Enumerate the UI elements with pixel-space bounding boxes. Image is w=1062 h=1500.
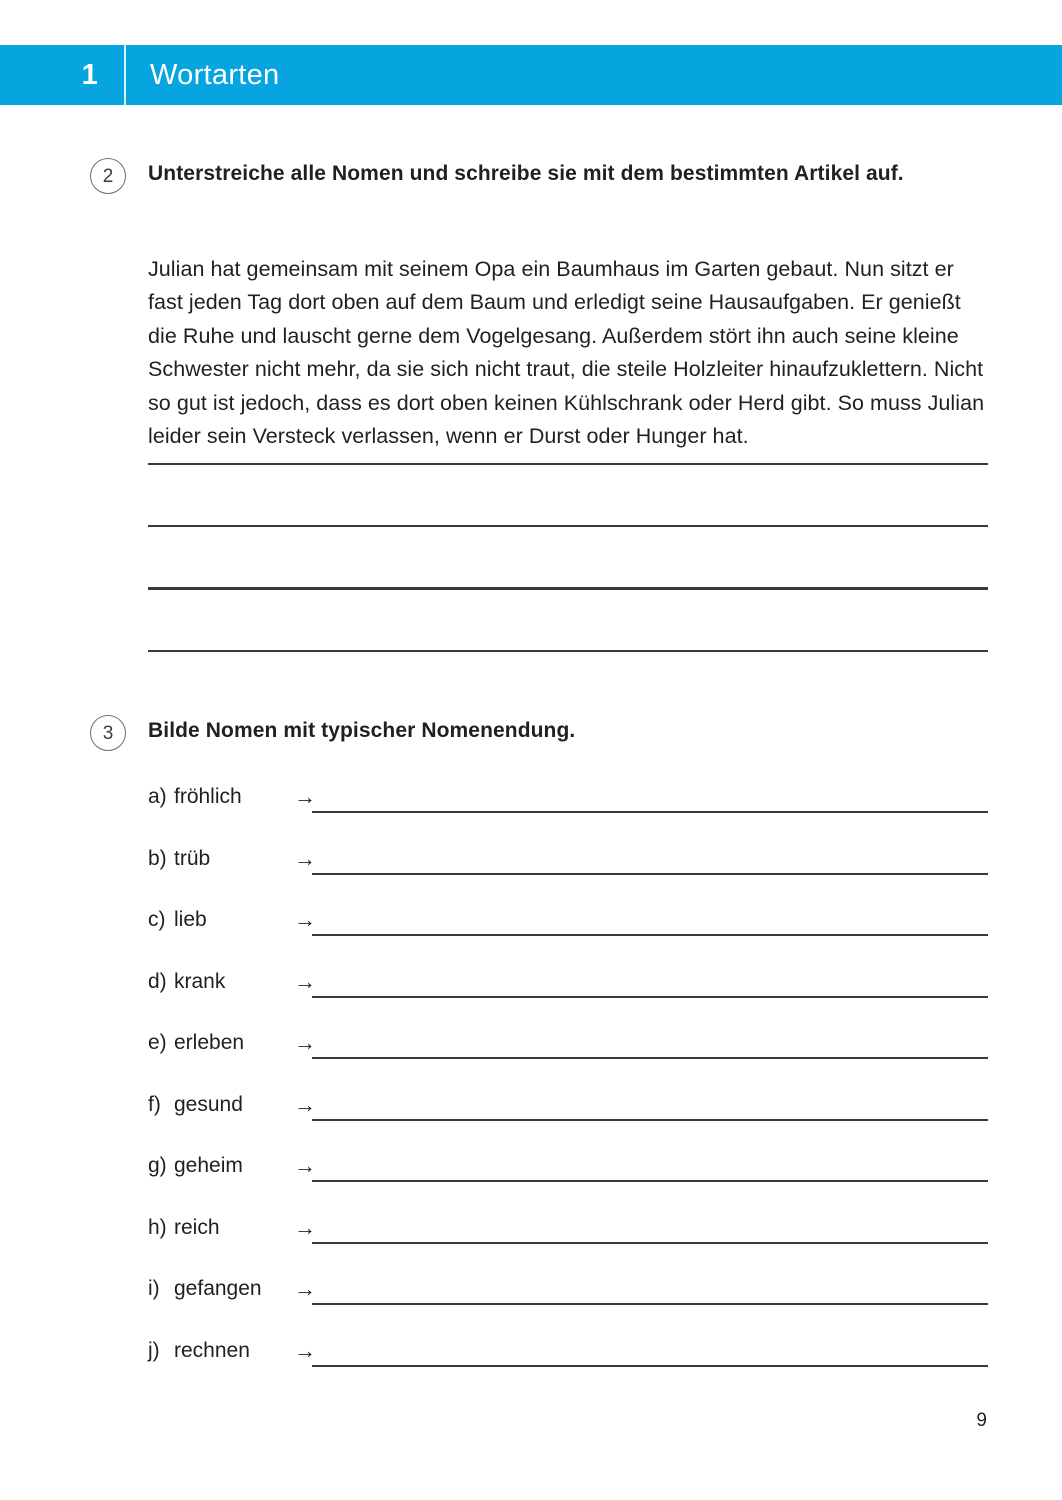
- chapter-header-bar: [0, 45, 1062, 105]
- list-item: [148, 846, 988, 908]
- item-word: trüb: [174, 846, 211, 870]
- list-item: [148, 907, 988, 969]
- chapter-number: 1: [81, 58, 98, 91]
- exercise-3-heading: [0, 712, 1062, 760]
- answer-line[interactable]: [312, 873, 988, 875]
- item-word: fröhlich: [174, 785, 242, 808]
- item-marker: e): [148, 1031, 167, 1054]
- arrow-right-icon: →: [294, 968, 316, 994]
- answer-line[interactable]: [312, 1242, 988, 1244]
- item-word: gefangen: [174, 1277, 262, 1300]
- item-word: rechnen: [174, 1338, 250, 1362]
- answer-line[interactable]: [312, 1180, 988, 1182]
- exercise-2-heading: [0, 155, 1062, 203]
- answer-line[interactable]: [312, 934, 988, 936]
- item-marker: f): [148, 1092, 161, 1116]
- exercise-2: [0, 155, 1062, 448]
- arrow-right-icon: →: [294, 907, 316, 932]
- list-item: [148, 784, 988, 846]
- answer-line[interactable]: [148, 587, 988, 589]
- item-word: gesund: [174, 1092, 243, 1116]
- item-marker: i): [148, 1277, 160, 1300]
- exercise-3-word-list: [148, 784, 988, 1399]
- exercise-2-answer-lines: [148, 463, 988, 712]
- answer-line[interactable]: [312, 1119, 988, 1121]
- item-marker: h): [148, 1215, 167, 1239]
- arrow-right-icon: →: [294, 1030, 316, 1055]
- answer-line[interactable]: [312, 996, 988, 998]
- item-marker: b): [148, 846, 167, 870]
- answer-line[interactable]: [312, 811, 988, 813]
- item-marker: c): [148, 908, 166, 931]
- arrow-right-icon: →: [294, 1337, 316, 1363]
- item-marker: d): [148, 969, 167, 993]
- arrow-right-icon: →: [294, 845, 316, 871]
- list-item: [148, 1092, 988, 1154]
- list-item: [148, 1338, 988, 1400]
- exercise-2-number-badge: 2: [90, 158, 126, 194]
- item-word: lieb: [174, 908, 207, 931]
- arrow-right-icon: →: [294, 784, 316, 809]
- exercise-2-passage: Julian hat gemeinsam mit seinem Opa ein Baumhaus im Garten gebaut. Nun sitzt er fast jeden Tag dort oben auf dem Baum und erledigt seine Hausaufgaben. Er genießt die Ruhe und lauscht gerne dem Vogelgesang. Außerdem stört ihn auch seine kleine Schwester nicht mehr, da sie sich nicht traut, die steile Holzleiter hinaufzuklettern. Nicht so gut ist jedoch, dass es dort oben keinen Kühlschrank oder Herd gibt. So muss Julian leider sein Versteck verlassen, wenn er Durst oder Hunger hat.: [148, 256, 985, 448]
- answer-line[interactable]: [312, 1303, 988, 1305]
- answer-line[interactable]: [148, 650, 988, 652]
- item-word: erleben: [174, 1031, 245, 1054]
- page-number: 9: [976, 1410, 987, 1431]
- exercise-3-instruction: Bilde Nomen mit typischer Nomenendung.: [148, 719, 576, 742]
- answer-line[interactable]: [312, 1057, 988, 1059]
- item-word: krank: [174, 969, 226, 993]
- exercise-3-number-badge: 3: [90, 715, 126, 751]
- header-divider: [124, 45, 126, 105]
- arrow-right-icon: →: [294, 1091, 316, 1117]
- list-item: [148, 969, 988, 1031]
- item-marker: a): [148, 785, 167, 808]
- answer-line[interactable]: [148, 525, 988, 527]
- answer-line[interactable]: [312, 1365, 988, 1367]
- exercise-2-instruction: Unterstreiche alle Nomen und schreibe sie mit dem bestimmten Artikel auf.: [148, 162, 904, 185]
- arrow-right-icon: →: [294, 1276, 316, 1301]
- item-marker: j): [148, 1338, 160, 1362]
- list-item: [148, 1030, 988, 1092]
- chapter-title: Wortarten: [150, 58, 280, 91]
- exercise-3: [0, 712, 1062, 1363]
- answer-line[interactable]: [148, 463, 988, 465]
- item-word: reich: [174, 1215, 220, 1239]
- item-marker: g): [148, 1154, 167, 1177]
- list-item: [148, 1153, 988, 1215]
- arrow-right-icon: →: [294, 1153, 316, 1178]
- arrow-right-icon: →: [294, 1214, 316, 1240]
- list-item: [148, 1215, 988, 1277]
- list-item: [148, 1276, 988, 1338]
- item-word: geheim: [174, 1154, 243, 1177]
